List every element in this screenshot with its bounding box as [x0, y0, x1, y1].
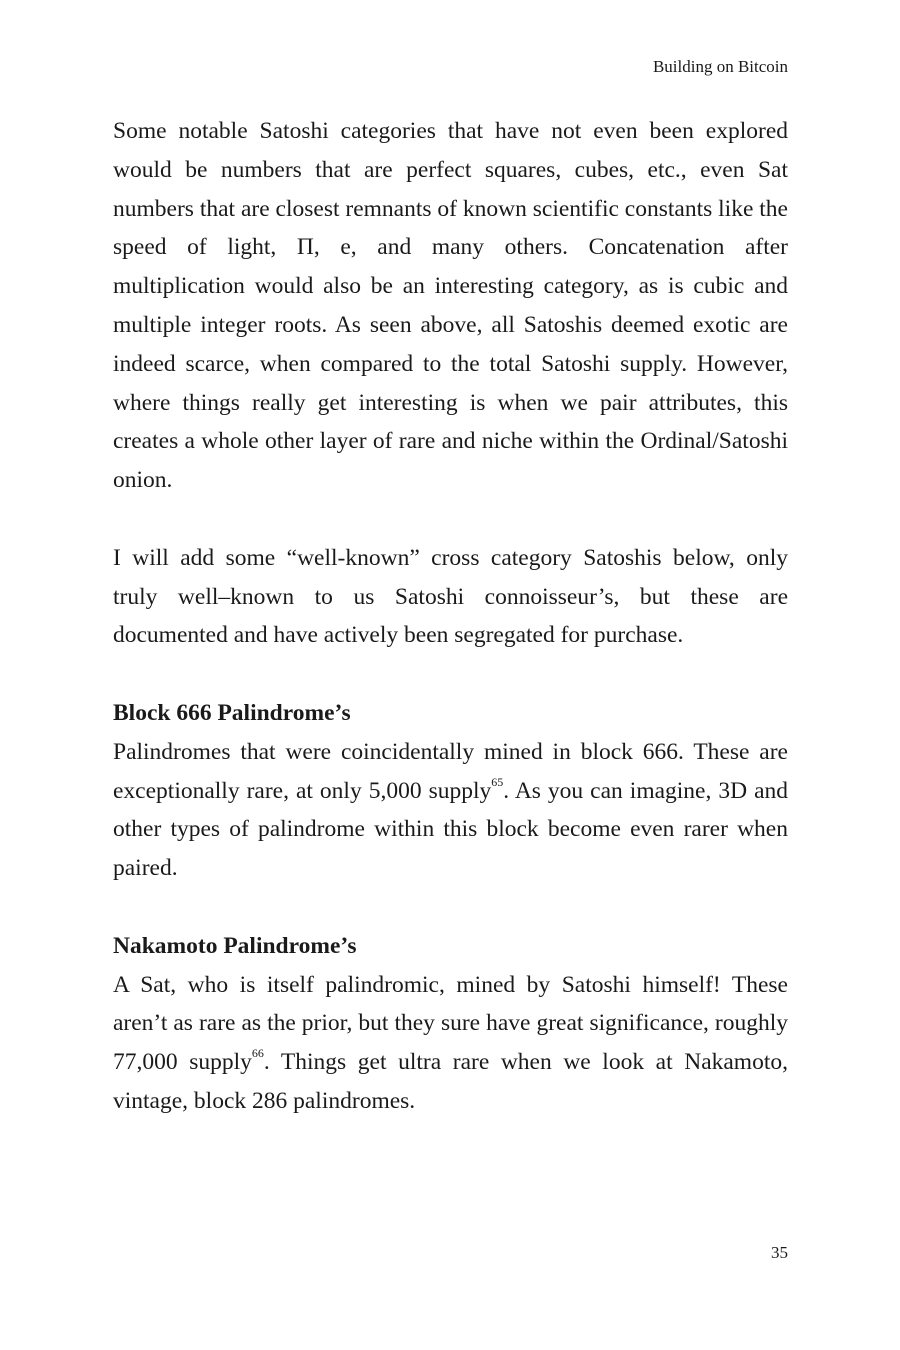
- section-paragraph-block-666: [113, 733, 788, 888]
- section-paragraph-nakamoto: [113, 966, 788, 1121]
- page-body: [113, 112, 788, 1121]
- section-text: . As you can imagine, 3D and other types of palindrome within this block become even rarer when paired.: [113, 777, 789, 882]
- section-text: Palindromes that were coincidentally mined in block 666. These are exceptionally rare, at only 5,000 supply: [113, 738, 788, 804]
- paragraph-gap: [113, 500, 788, 539]
- body-paragraph-1: Some notable Satoshi categories that have not even been explored would be numbers that are perfect squares, cubes, etc., even Sat numbers that are closest remnants of known scientific constants like the speed of light, Π, e, and many others. Concatenation after multiplication would also be an interesting category, as is cubic and multiple integer roots. As seen above, all Satoshis deemed exotic are indeed scarce, when compared to the total Satoshi supply. However, where things really get interesting is when we pair attributes, this creates a whole other layer of rare and niche within the Ordinal/Satoshi onion.: [113, 118, 788, 494]
- section-heading-nakamoto: Nakamoto Palindrome’s: [113, 932, 357, 959]
- section-text: A Sat, who is itself palindromic, mined by Satoshi himself! These aren’t as rare as the prior, but they sure have great significance, roughly 77,000 supply: [113, 971, 788, 1076]
- section-text: . Things get ultra rare when we look at Nakamoto, vintage, block 286 palindromes.: [113, 1049, 788, 1114]
- paragraph-gap: [113, 655, 788, 694]
- paragraph-gap: [113, 888, 788, 927]
- running-header: Building on Bitcoin: [652, 57, 788, 76]
- footnote-reference: 66: [251, 1046, 264, 1061]
- body-paragraph-2: I will add some “well-known” cross category Satoshis below, only truly well–known to us Satoshi connoisseur’s, but these are documented and have actively been segregated for purchase.: [113, 544, 788, 649]
- footnote-reference: 65: [491, 774, 504, 789]
- section-heading-block-666: Block 666 Palindrome’s: [113, 699, 351, 726]
- page-number: 35: [771, 1243, 788, 1262]
